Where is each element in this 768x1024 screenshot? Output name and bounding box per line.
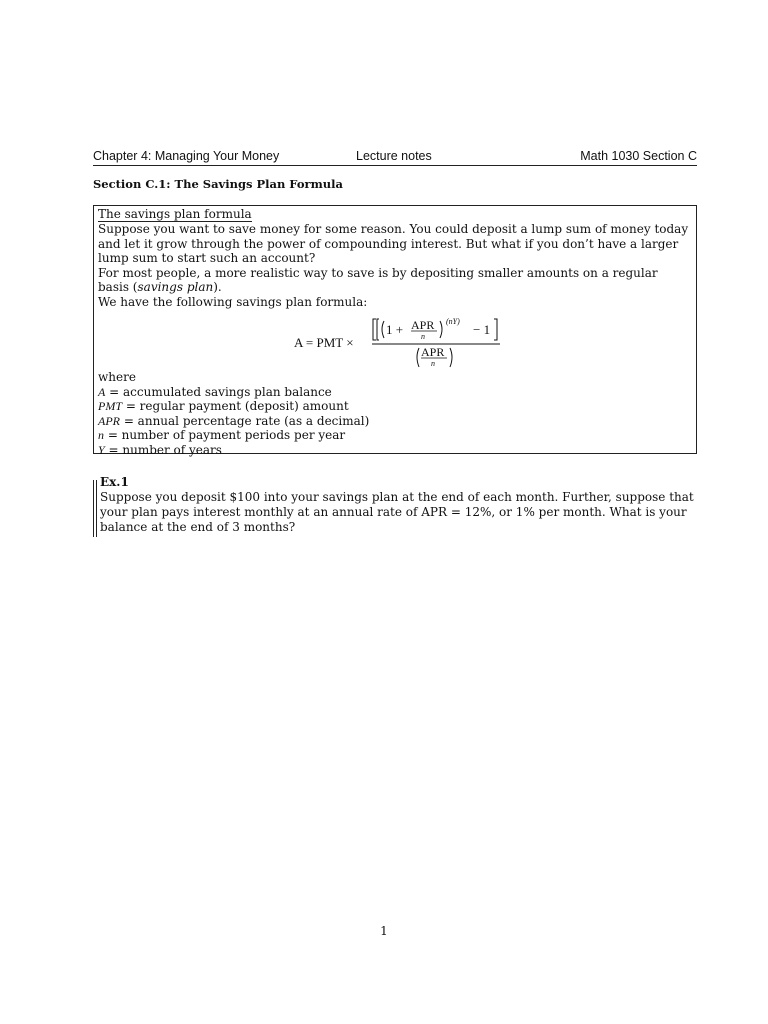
header-lecture-notes: Lecture notes (356, 149, 432, 163)
svg-text:n: n (431, 359, 435, 368)
formula-lhs: A = PMT × (294, 335, 354, 350)
svg-text:n: n (421, 332, 425, 341)
definition-PMT (98, 399, 369, 414)
intro-paragraph: Suppose you want to save money for some reason. You could deposit a lump sum of money today and let it grow through the power of compounding interest. But what if you don’t have a larger lump sum to start such an account? (98, 222, 689, 266)
para2-after: ). (213, 280, 222, 295)
header-course: Math 1030 Section C (580, 149, 697, 163)
definition-A (98, 385, 369, 400)
definitions (98, 370, 369, 458)
svg-text:1 +: 1 + (386, 322, 404, 337)
definition-symbol: n (98, 428, 104, 443)
definition-symbol: PMT (98, 399, 122, 414)
example-margin-bar (93, 480, 97, 537)
svg-text:APR: APR (411, 318, 435, 332)
definition-APR (98, 414, 369, 429)
svg-text:− 1: − 1 (473, 322, 491, 337)
savings-plan-term: savings plan (137, 280, 214, 295)
definition-symbol: APR (98, 413, 120, 428)
definition-text: = number of years (104, 442, 222, 457)
savings-plan-paragraph (98, 266, 692, 295)
formula-box (93, 205, 697, 457)
page-number: 1 (380, 924, 388, 938)
formula-intro: We have the following savings plan formula: (98, 294, 368, 309)
definition-symbol: A (98, 384, 106, 399)
para2-before: For most people, a more realistic way to save is by depositing smaller amounts on a regular basis ( (98, 265, 658, 295)
definition-text: = number of payment periods per year (104, 428, 346, 443)
savings-plan-formula (294, 316, 514, 370)
definition-text: = regular payment (deposit) amount (122, 399, 349, 414)
example-1 (93, 475, 697, 535)
example-text: Suppose you deposit $100 into your savings plan at the end of each month. Further, suppose that your plan pays interest monthly at an annual rate of APR = 12%, or 1% per month. What is your balance at the end of 3 months? (100, 490, 694, 534)
box-title: The savings plan formula (98, 207, 252, 221)
header-chapter-title: Chapter 4: Managing Your Money (93, 149, 280, 163)
formula-fraction (372, 316, 500, 370)
definition-Y (98, 443, 369, 458)
svg-text:(nY): (nY) (446, 317, 460, 326)
where-label: where (98, 370, 136, 384)
svg-text:APR: APR (421, 345, 445, 359)
definition-text: = annual percentage rate (as a decimal) (120, 413, 370, 428)
definition-text: = accumulated savings plan balance (105, 384, 332, 399)
section-title: Section C.1: The Savings Plan Formula (93, 177, 343, 191)
example-label: Ex.1 (100, 475, 129, 489)
page-header (93, 148, 697, 166)
definition-symbol: Y (98, 442, 105, 457)
definition-n (98, 428, 369, 443)
